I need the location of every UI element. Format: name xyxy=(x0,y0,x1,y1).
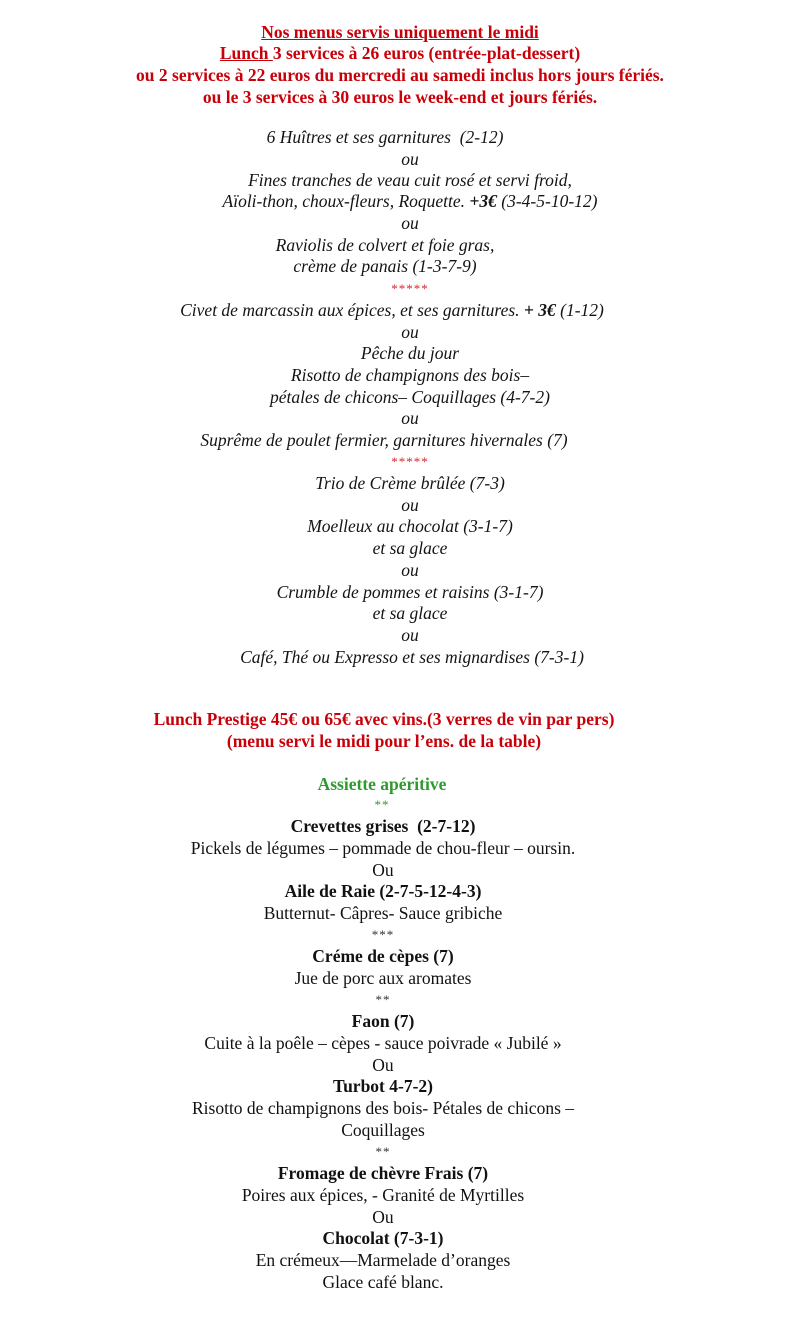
prestige-soup-name: Créme de cèpes (7) xyxy=(312,946,454,966)
or-separator: ou xyxy=(401,213,419,233)
starter-veal-line2: Aïoli-thon, choux-fleurs, Roquette. +3€ (3-4-5-10-12) xyxy=(222,191,598,211)
aperitif-title: Assiette apéritive xyxy=(317,774,447,794)
dessert-moelleux: Moelleux au chocolat (3-1-7) xyxy=(307,516,513,536)
or-separator: ou xyxy=(401,322,419,342)
or-separator: Ou xyxy=(372,1055,394,1075)
or-separator: Ou xyxy=(372,860,394,880)
main-catch-desc-line2: pétales de chicons– Coquillages (4-7-2) xyxy=(270,387,550,407)
prestige-dessert-desc-line1: En crémeux—Marmelade d’oranges xyxy=(255,1250,511,1270)
course-separator: *** xyxy=(371,927,395,942)
or-separator: ou xyxy=(401,149,419,169)
prestige-main2-desc-line2: Coquillages xyxy=(341,1120,425,1140)
dessert-coffee: Café, Thé ou Expresso et ses mignardises (7-3-1) xyxy=(240,647,584,667)
or-separator: ou xyxy=(401,625,419,645)
starter-oysters: 6 Huîtres et ses garnitures (2-12) xyxy=(266,127,504,147)
starter-ravioli-line2: crème de panais (1-3-7-9) xyxy=(293,256,477,276)
lunch-offer-line xyxy=(0,45,800,63)
starter-ravioli-line1: Raviolis de colvert et foie gras, xyxy=(275,235,495,255)
prestige-main1-desc: Cuite à la poêle – cèpes - sauce poivrade « Jubilé » xyxy=(204,1033,562,1053)
course-separator: ***** xyxy=(391,281,429,296)
two-courses-offer: ou 2 services à 22 euros du mercredi au samedi inclus hors jours fériés. xyxy=(136,65,664,85)
dessert-moelleux-side: et sa glace xyxy=(372,538,448,558)
lunch-offer-text: 3 services à 26 euros (entrée-plat-dessert) xyxy=(272,43,581,63)
menu-title: Nos menus servis uniquement le midi xyxy=(261,22,539,42)
prestige-cheese-desc: Poires aux épices, - Granité de Myrtilles xyxy=(241,1185,525,1205)
weekend-offer: ou le 3 services à 30 euros le week-end et jours fériés. xyxy=(202,87,598,107)
main-chicken: Suprême de poulet fermier, garnitures hivernales (7) xyxy=(200,430,568,450)
course-separator: ** xyxy=(375,992,391,1007)
prestige-starter2-desc: Butternut- Câpres- Sauce gribiche xyxy=(263,903,503,923)
starter-veal-line1: Fines tranches de veau cuit rosé et servi froid, xyxy=(248,170,572,190)
or-separator: Ou xyxy=(372,1207,394,1227)
prestige-starter2-name: Aile de Raie (2-7-5-12-4-3) xyxy=(284,881,482,901)
prestige-subtitle: (menu servi le midi pour l’ens. de la table) xyxy=(226,731,542,751)
dessert-crumble: Crumble de pommes et raisins (3-1-7) xyxy=(276,582,544,602)
prestige-title: Lunch Prestige 45€ ou 65€ avec vins.(3 verres de vin par pers) xyxy=(153,709,615,729)
or-separator: ou xyxy=(401,560,419,580)
prestige-starter1-desc: Pickels de légumes – pommade de chou-fleur – oursin. xyxy=(190,838,576,858)
prestige-dessert-name: Chocolat (7-3-1) xyxy=(322,1228,444,1248)
prestige-soup-desc: Jue de porc aux aromates xyxy=(294,968,472,988)
supplement-price: +3€ xyxy=(469,191,497,211)
prestige-main2-name: Turbot 4-7-2) xyxy=(333,1076,433,1096)
prestige-main1-name: Faon (7) xyxy=(351,1011,415,1031)
main-catch-desc-line1: Risotto de champignons des bois– xyxy=(290,365,530,385)
main-civet: Civet de marcassin aux épices, et ses garnitures. + 3€ (1-12) xyxy=(180,300,604,320)
prestige-dessert-desc-line2: Glace café blanc. xyxy=(322,1272,444,1292)
lunch-label: Lunch xyxy=(219,43,273,63)
supplement-price: + 3€ xyxy=(523,300,556,320)
prestige-starter1-name: Crevettes grises (2-7-12) xyxy=(290,816,476,836)
prestige-main2-desc-line1: Risotto de champignons des bois- Pétales de chicons – xyxy=(191,1098,575,1118)
or-separator: ou xyxy=(401,408,419,428)
or-separator: ou xyxy=(401,495,419,515)
dessert-crumble-side: et sa glace xyxy=(372,603,448,623)
aperitif-separator: ** xyxy=(374,797,390,812)
prestige-cheese-name: Fromage de chèvre Frais (7) xyxy=(277,1163,489,1183)
course-separator: ***** xyxy=(391,454,429,469)
course-separator: ** xyxy=(375,1144,391,1159)
dessert-creme-brulee: Trio de Crème brûlée (7-3) xyxy=(315,473,505,493)
main-catch-of-day: Pêche du jour xyxy=(360,343,460,363)
